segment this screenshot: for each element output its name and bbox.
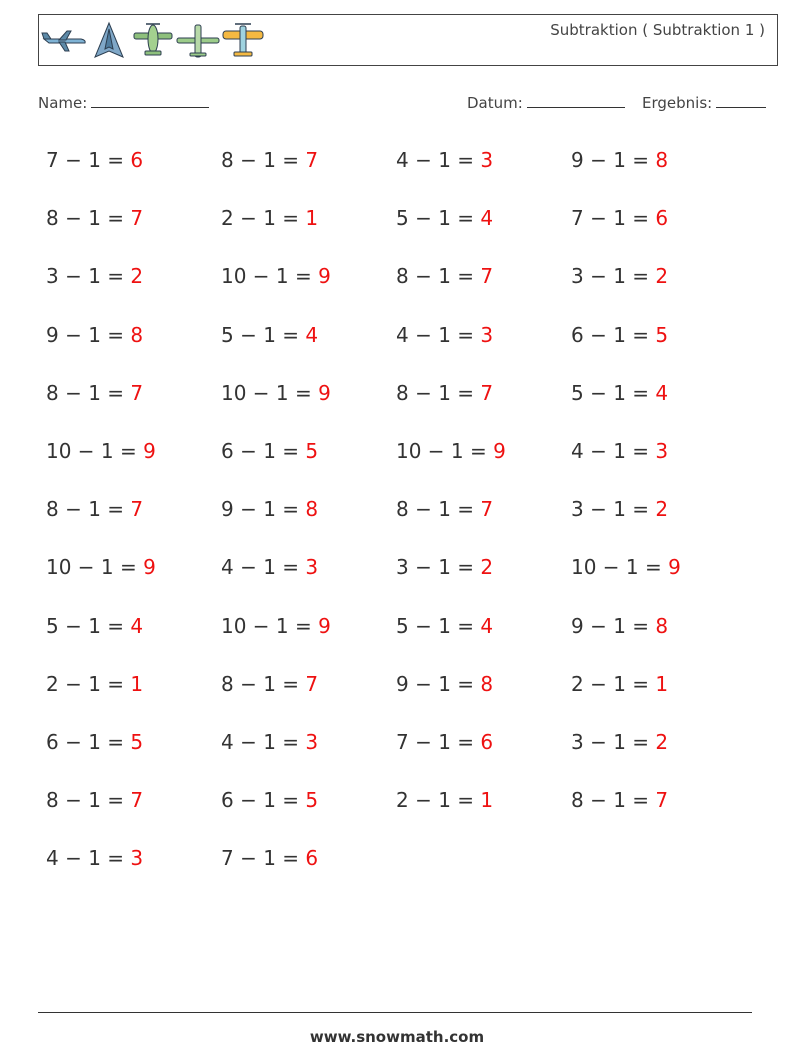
problem-answer: 2 — [655, 264, 669, 289]
propeller-plane-icon — [131, 21, 175, 61]
problem-item — [46, 604, 221, 662]
problem-question: 6 − 1 = — [46, 729, 131, 754]
problem-item — [46, 545, 221, 603]
problem-question: 8 − 1 = — [46, 497, 131, 522]
problem-answer: 3 — [480, 148, 494, 172]
problem-question: 9 − 1 = — [571, 613, 656, 638]
problem-question: 8 − 1 = — [221, 148, 306, 172]
problem-question: 10 − 1 = — [46, 555, 144, 580]
problem-question: 8 − 1 = — [571, 788, 656, 813]
name-blank[interactable] — [91, 93, 209, 108]
problem-answer: 7 — [480, 380, 494, 405]
problem-answer: 9 — [318, 264, 331, 289]
problem-answer: 3 — [655, 438, 669, 463]
problem-question: 7 − 1 = — [221, 846, 306, 871]
problem-answer: 5 — [305, 438, 319, 463]
problem-item — [396, 545, 571, 603]
problem-item — [396, 429, 571, 487]
worksheet-header — [38, 14, 778, 66]
problem-item — [221, 604, 396, 662]
problem-question: 10 − 1 = — [396, 438, 494, 463]
problem-item — [571, 138, 746, 196]
problem-answer: 9 — [143, 438, 156, 463]
problem-answer: 1 — [655, 671, 669, 696]
problem-question: 3 − 1 = — [571, 264, 656, 289]
problem-question: 3 − 1 = — [46, 264, 131, 289]
problem-question: 5 − 1 = — [571, 380, 656, 405]
problem-item — [396, 254, 571, 312]
result-label: Ergebnis: — [642, 94, 713, 112]
problem-grid — [46, 138, 746, 894]
problem-item — [46, 313, 221, 371]
problem-question: 2 − 1 = — [46, 671, 131, 696]
problem-answer: 9 — [318, 380, 331, 405]
problem-question: 10 − 1 = — [46, 438, 144, 463]
problem-question: 8 − 1 = — [396, 497, 481, 522]
problem-answer: 6 — [655, 206, 669, 231]
problem-item — [571, 196, 746, 254]
problem-question: 6 − 1 = — [221, 788, 306, 813]
problem-answer: 2 — [130, 264, 144, 289]
problem-question: 5 − 1 = — [396, 613, 481, 638]
problem-question: 5 − 1 = — [221, 322, 306, 347]
problem-answer: 7 — [480, 264, 494, 289]
problem-question: 10 − 1 = — [571, 555, 669, 580]
problem-answer: 1 — [130, 671, 144, 696]
problem-question: 8 − 1 = — [46, 206, 131, 231]
problem-item — [221, 662, 396, 720]
problem-answer: 5 — [305, 788, 319, 813]
problem-answer: 2 — [480, 555, 494, 580]
problem-answer: 7 — [130, 788, 144, 813]
problem-answer: 7 — [305, 671, 319, 696]
problem-question: 4 − 1 = — [396, 148, 481, 172]
problem-item — [46, 778, 221, 836]
problem-question: 4 − 1 = — [221, 729, 306, 754]
problem-item — [221, 487, 396, 545]
problem-item — [396, 778, 571, 836]
problem-question: 2 − 1 = — [571, 671, 656, 696]
problem-answer: 7 — [130, 206, 144, 231]
problem-answer: 7 — [305, 148, 319, 172]
footer-divider — [38, 1012, 752, 1013]
problem-question: 3 − 1 = — [571, 729, 656, 754]
problem-item — [221, 836, 396, 894]
problem-answer: 8 — [130, 322, 144, 347]
problem-item — [571, 254, 746, 312]
problem-question: 7 − 1 = — [571, 206, 656, 231]
problem-item — [571, 604, 746, 662]
problem-item — [396, 138, 571, 196]
problem-item — [396, 487, 571, 545]
problem-question: 4 − 1 = — [46, 846, 131, 871]
problem-answer: 1 — [480, 788, 494, 813]
problem-question: 6 − 1 = — [221, 438, 306, 463]
problem-item — [396, 196, 571, 254]
problem-item — [46, 720, 221, 778]
biplane-icon — [221, 21, 265, 61]
problem-item — [571, 487, 746, 545]
problem-answer: 5 — [130, 729, 144, 754]
date-label: Datum: — [467, 94, 523, 112]
problem-question: 3 − 1 = — [396, 555, 481, 580]
problem-answer: 7 — [655, 788, 669, 813]
problem-item — [46, 487, 221, 545]
problem-answer: 4 — [130, 613, 144, 638]
problem-question: 2 − 1 = — [396, 788, 481, 813]
problem-item — [396, 371, 571, 429]
problem-answer: 9 — [318, 613, 331, 638]
problem-item — [571, 662, 746, 720]
problem-answer: 7 — [130, 380, 144, 405]
problem-question: 9 − 1 = — [46, 322, 131, 347]
problem-item — [46, 138, 221, 196]
problem-question: 5 − 1 = — [46, 613, 131, 638]
result-field — [642, 93, 766, 112]
problem-answer: 1 — [305, 206, 319, 231]
problem-item — [571, 778, 746, 836]
problem-answer: 8 — [655, 613, 669, 638]
date-field — [467, 93, 625, 112]
problem-answer: 4 — [655, 380, 669, 405]
problem-answer: 3 — [305, 555, 319, 580]
problem-answer: 7 — [130, 497, 144, 522]
problem-answer: 9 — [143, 555, 156, 580]
problem-answer: 4 — [480, 613, 494, 638]
problem-item — [571, 429, 746, 487]
problem-answer: 6 — [305, 846, 319, 871]
problem-item — [221, 371, 396, 429]
problem-item — [46, 196, 221, 254]
stealth-jet-icon — [87, 21, 131, 61]
problem-answer: 3 — [305, 729, 319, 754]
problem-question: 10 − 1 = — [221, 380, 319, 405]
problem-question: 5 − 1 = — [396, 206, 481, 231]
problem-answer: 8 — [305, 497, 319, 522]
jet-airliner-icon — [41, 23, 87, 59]
problem-question: 4 − 1 = — [571, 438, 656, 463]
problem-answer: 8 — [480, 671, 494, 696]
date-blank[interactable] — [527, 93, 625, 108]
problem-answer: 8 — [655, 148, 669, 172]
problem-question: 4 − 1 = — [396, 322, 481, 347]
problem-item — [571, 371, 746, 429]
problem-question: 4 − 1 = — [221, 555, 306, 580]
problem-question: 9 − 1 = — [396, 671, 481, 696]
problem-item — [46, 662, 221, 720]
problem-item — [571, 313, 746, 371]
problem-answer: 6 — [130, 148, 144, 172]
problem-item — [396, 604, 571, 662]
problem-answer: 3 — [130, 846, 144, 871]
name-field — [38, 93, 209, 112]
problem-item — [221, 545, 396, 603]
problem-answer: 5 — [655, 322, 669, 347]
plane-icons — [41, 21, 265, 61]
problem-item — [46, 429, 221, 487]
problem-item — [571, 545, 746, 603]
problem-item — [221, 196, 396, 254]
problem-question: 8 − 1 = — [46, 380, 131, 405]
result-blank[interactable] — [716, 93, 766, 108]
problem-question: 7 − 1 = — [396, 729, 481, 754]
cross-wing-plane-icon — [175, 21, 221, 61]
worksheet-title: Subtraktion ( Subtraktion 1 ) — [550, 21, 765, 39]
problem-question: 8 − 1 = — [46, 788, 131, 813]
problem-answer: 4 — [480, 206, 494, 231]
problem-question: 10 − 1 = — [221, 613, 319, 638]
problem-question: 8 − 1 = — [221, 671, 306, 696]
footer-url[interactable]: www.snowmath.com — [309, 1028, 485, 1046]
problem-answer: 9 — [668, 555, 681, 580]
problem-answer: 2 — [655, 497, 669, 522]
problem-item — [46, 836, 221, 894]
problem-question: 8 − 1 = — [396, 380, 481, 405]
problem-question: 8 − 1 = — [396, 264, 481, 289]
problem-item — [396, 720, 571, 778]
name-label: Name: — [38, 94, 88, 112]
problem-item — [396, 313, 571, 371]
problem-answer: 3 — [480, 322, 494, 347]
problem-item — [221, 720, 396, 778]
problem-item — [221, 138, 396, 196]
problem-item — [221, 778, 396, 836]
problem-item — [46, 254, 221, 312]
problem-question: 9 − 1 = — [221, 497, 306, 522]
problem-item — [221, 429, 396, 487]
problem-question: 9 − 1 = — [571, 148, 656, 172]
problem-answer: 7 — [480, 497, 494, 522]
problem-item — [396, 662, 571, 720]
problem-question: 3 − 1 = — [571, 497, 656, 522]
problem-answer: 2 — [655, 729, 669, 754]
problem-answer: 4 — [305, 322, 319, 347]
problem-question: 7 − 1 = — [46, 148, 131, 172]
problem-item — [221, 313, 396, 371]
problem-item — [221, 254, 396, 312]
problem-item — [571, 720, 746, 778]
problem-question: 2 − 1 = — [221, 206, 306, 231]
problem-question: 6 − 1 = — [571, 322, 656, 347]
problem-answer: 6 — [480, 729, 494, 754]
problem-question: 10 − 1 = — [221, 264, 319, 289]
problem-answer: 9 — [493, 438, 506, 463]
problem-item — [46, 371, 221, 429]
